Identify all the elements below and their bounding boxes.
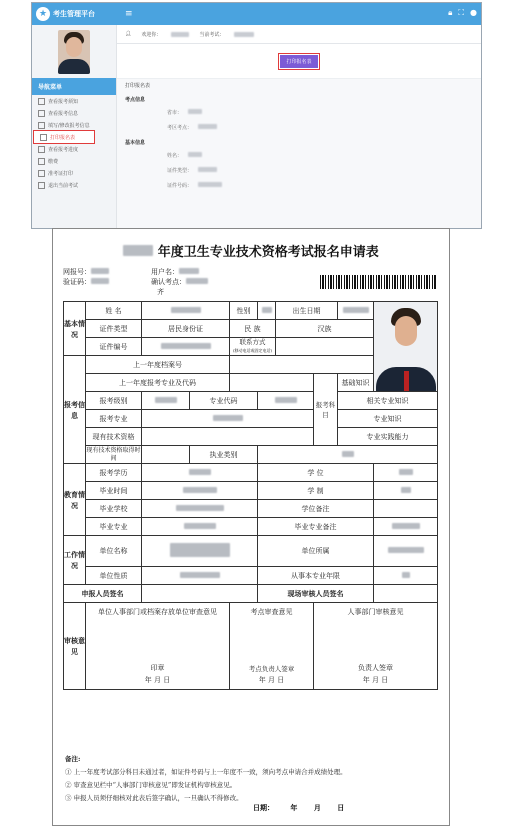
label-ymd-1: 年 月 日 <box>144 676 171 684</box>
sidebar-item[interactable] <box>34 131 94 143</box>
sidebar-item[interactable] <box>32 179 116 191</box>
label-leader-sign: 负责人签章 <box>358 664 393 672</box>
nav-list <box>32 95 116 191</box>
basic-info-fields <box>117 148 481 193</box>
expand-icon[interactable]: ⛶ <box>458 8 465 17</box>
sidebar-item-label: 准考证打印 <box>48 170 74 177</box>
print-form-button[interactable]: 打印报名表 <box>280 55 317 68</box>
section-review: 审核意见 <box>64 603 86 690</box>
field-row <box>117 105 481 120</box>
label-level: 报考级别 <box>86 392 142 410</box>
field-label: 证件类型： <box>167 168 193 174</box>
nation-value: 汉族 <box>276 320 374 338</box>
form-table <box>63 301 438 690</box>
label-work-years: 从事本专业年限 <box>258 567 374 585</box>
label-edu-degree: 报考学历 <box>86 464 142 482</box>
sidebar-item[interactable] <box>32 119 116 131</box>
label-site-review: 考点审查意见 <box>250 608 293 616</box>
field-row <box>117 163 481 178</box>
label-unit-name: 单位名称 <box>86 536 142 567</box>
sidebar-item-label: 退出当前考试 <box>48 182 79 189</box>
app-title: 考生管理平台 <box>53 10 95 18</box>
label-qual-time: 现有技术资格取得时间 <box>86 446 141 462</box>
id-type-value: 居民身份证 <box>142 320 230 338</box>
site-info-heading: 考点信息 <box>125 97 146 103</box>
basic-info-heading: 基本信息 <box>125 140 146 146</box>
sidebar <box>32 25 117 228</box>
notes-title: 备注: <box>65 755 81 763</box>
top-bar <box>32 3 481 25</box>
label-site-leader-sign: 考点负责人签章 <box>248 665 295 673</box>
sidebar-item[interactable] <box>32 155 116 167</box>
nav-item-icon <box>38 98 45 105</box>
label-grad-major: 毕业专业 <box>86 518 142 536</box>
section-basic: 基本情况 <box>64 302 86 356</box>
sidebar-item-label: 查看报考须知 <box>48 98 79 105</box>
label-contact: 联系方式 <box>239 338 266 346</box>
label-seal: 印章 <box>150 664 165 672</box>
sidebar-item-label: 查看报考进度 <box>48 146 79 153</box>
field-value <box>198 167 217 172</box>
lock-icon[interactable]: 🔒︎ <box>448 8 453 17</box>
print-button-area <box>117 44 481 79</box>
top-icons <box>448 8 477 18</box>
nav-item-icon <box>40 134 47 141</box>
label-gender: 性别 <box>230 302 258 320</box>
application-form <box>52 228 450 826</box>
site-info-fields <box>117 105 481 135</box>
notes <box>65 753 347 805</box>
app-window <box>31 2 482 229</box>
label-grad-time: 毕业时间 <box>86 482 142 500</box>
field-row <box>117 120 481 135</box>
sidebar-item-label: 填写/修改报考信息 <box>48 122 90 129</box>
site-tail: 齐 <box>157 288 164 296</box>
field-label: 证件号码： <box>167 183 193 189</box>
label-unit-belong: 单位所属 <box>258 536 374 567</box>
field-row <box>117 148 481 163</box>
label-prof-knowledge: 专业知识 <box>338 410 438 428</box>
nav-item-icon <box>38 122 45 129</box>
label-prof-practice: 专业实践能力 <box>338 428 438 446</box>
label-last-file: 上一年度档案号 <box>86 356 230 374</box>
field-value <box>188 109 202 114</box>
label-nation: 民 族 <box>230 320 276 338</box>
label-ymd-2: 年 月 日 <box>258 676 285 684</box>
info-bar <box>117 25 481 44</box>
label-school: 毕业学校 <box>86 500 142 518</box>
sidebar-item[interactable] <box>32 167 116 179</box>
sidebar-item[interactable] <box>32 143 116 155</box>
username-label: 用户名： <box>151 267 199 277</box>
current-exam-label: 当前考试： <box>199 31 225 38</box>
avatar <box>58 30 90 74</box>
label-ymd-3: 年 月 日 <box>362 676 389 684</box>
web-id-label: 网报号： <box>63 267 109 277</box>
label-related-knowledge: 相关专业知识 <box>338 392 438 410</box>
label-unit-nature: 单位性质 <box>86 567 142 585</box>
label-name: 姓 名 <box>86 302 142 320</box>
field-value <box>188 152 202 157</box>
label-unit-review: 单位人事部门或档案存放单位审查意见 <box>98 608 217 616</box>
confirm-site-label: 确认考点： <box>151 277 208 287</box>
field-label: 省市： <box>167 110 183 116</box>
label-xuezhi: 学 制 <box>258 482 374 500</box>
label-degree-note: 学位备注 <box>258 500 374 518</box>
hamburger-icon[interactable]: ≡ <box>125 9 133 19</box>
field-label: 考区考点： <box>167 125 193 131</box>
section-label: 打印报名表 <box>125 83 151 89</box>
date-line: 日期： 年 月 日 <box>253 803 345 812</box>
sidebar-item[interactable] <box>32 107 116 119</box>
main-content <box>117 25 481 228</box>
note-1: ① 上一年度考试部分科目未通过者，如证件号码与上一年度不一致，须向考点申请合并成绩处理。 <box>65 768 347 776</box>
sidebar-item-label: 打印报名表 <box>50 134 76 141</box>
applicant-photo <box>374 302 438 392</box>
welcome-label: 欢迎你： <box>141 31 162 38</box>
section-exam: 报考信息 <box>64 356 86 464</box>
sidebar-item-label: 查看报考信息 <box>48 110 79 117</box>
logo-icon: ★ <box>36 7 50 21</box>
label-major: 报考专业 <box>86 410 142 428</box>
label-id-type: 证件类型 <box>86 320 142 338</box>
barcode-image <box>320 275 436 289</box>
label-subject: 报考科目 <box>314 374 338 446</box>
field-label: 姓名： <box>167 153 183 159</box>
sidebar-item[interactable] <box>32 95 116 107</box>
contact-note: (移动电话或固定电话) <box>232 348 273 353</box>
verify-code-label: 验证码： <box>63 277 109 287</box>
label-last-major: 上一年度报考专业及代码 <box>86 374 230 392</box>
field-value <box>198 182 222 187</box>
label-basic-knowledge: 基础知识 <box>338 374 374 392</box>
nav-item-icon <box>38 158 45 165</box>
user-icon[interactable]: ● <box>470 8 477 17</box>
label-cur-qual: 现有技术资格 <box>86 428 142 446</box>
nav-header: 导航菜单 <box>32 78 116 95</box>
label-xuewei: 学 位 <box>258 464 374 482</box>
nav-item-icon <box>38 146 45 153</box>
section-edu: 教育情况 <box>64 464 86 536</box>
field-value <box>198 124 217 129</box>
label-applicant-sign: 申报人员签名 <box>64 585 142 603</box>
label-major-code: 专业代码 <box>190 392 258 410</box>
note-3: ③ 申报人员须仔细核对此表后签字确认，一旦确认不得修改。 <box>65 794 243 802</box>
label-practice-type: 执业类别 <box>190 446 258 464</box>
form-title: 年度卫生专业技术资格考试报名申请表 <box>53 241 449 260</box>
sidebar-item-label: 缴费 <box>48 158 59 165</box>
section-work: 工作情况 <box>64 536 86 585</box>
label-hr-review: 人事部门审核意见 <box>347 608 404 616</box>
label-site-reviewer-sign: 现场审核人员签名 <box>258 585 374 603</box>
user-icon: 👤︎ <box>125 31 132 37</box>
field-row <box>117 178 481 193</box>
label-birth: 出生日期 <box>276 302 338 320</box>
nav-item-icon <box>38 170 45 177</box>
note-2: ② 审查意见栏中“人事部门审核意见”即发证机构审核意见。 <box>65 781 237 789</box>
label-id-no: 证件编号 <box>86 338 142 356</box>
label-grad-major-note: 毕业专业备注 <box>258 518 374 536</box>
nav-item-icon <box>38 110 45 117</box>
nav-item-icon <box>38 182 45 189</box>
